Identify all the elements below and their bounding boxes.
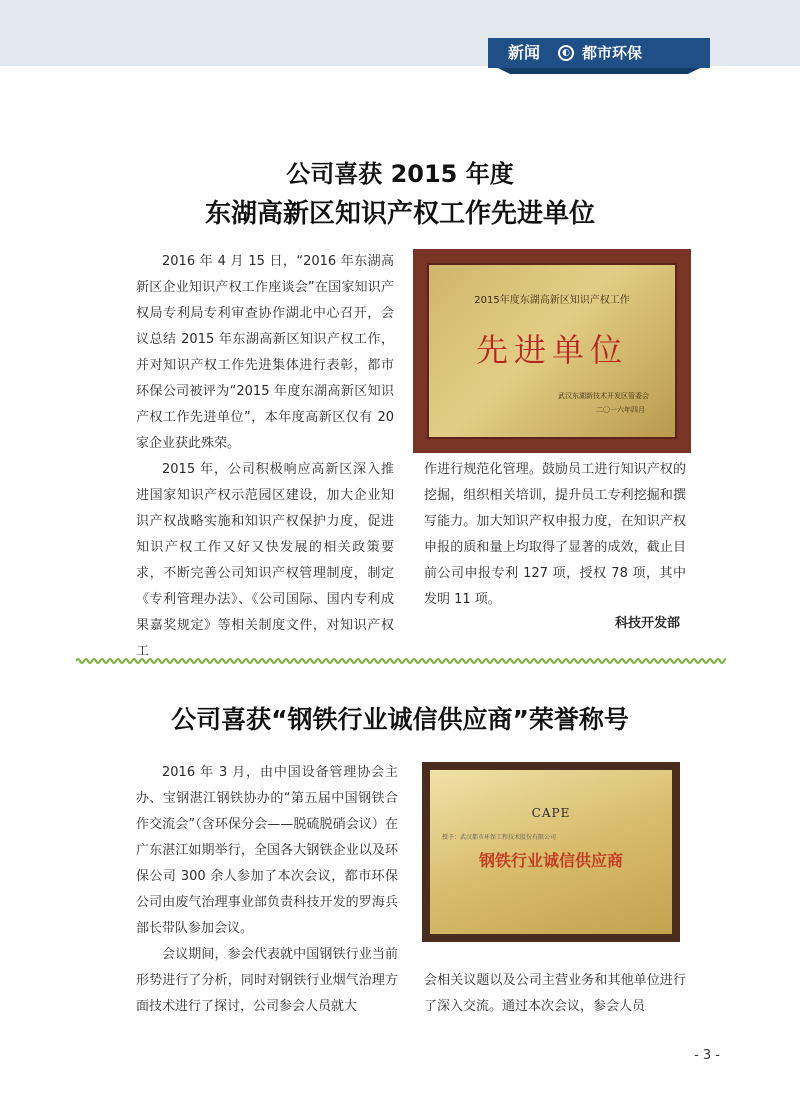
article1-paragraph-3: 作进行规范化管理。鼓励员工进行知识产权的挖掘，组织相关培训，提升员工专利挖掘和撰写能力。加大知识产权申报力度，在知识产权申报的质和量上均取得了显著的成效，截止目前公司申报专利 127 项，授权 78 项，其中发明 11 项。 — [424, 462, 686, 607]
plaque-award-text: 钢铁行业诚信供应商 — [478, 851, 623, 870]
wave-divider — [76, 656, 726, 666]
article1-paragraph-1: 2016 年 4 月 15 日，“2016 年东湖高新区企业知识产权工作座谈会”在国家知识产权局专利局专利审查协作湖北中心召开，会议总结 2015 年东湖高新区知识产权工作，并对知识产权工作先进集体进行表彰，都市环保公司被评为“2015 年度东湖高新区知识产权工作先进单位”，本年度高新区仅有 20 家企业获此殊荣。 — [136, 254, 394, 451]
magazine-name: 都市环保 — [582, 44, 643, 62]
article2-paragraph-1: 2016 年 3 月，由中国设备管理协会主办、宝钢湛江钢铁协办的“第五届中国钢铁合作交流会”（含环保分会——脱硫脱硝会议）在广东湛江如期举行，全国各大钢铁企业以及环保公司 300 余人参加了本次会议，都市环保公司由废气治理事业部负责科技开发的罗海兵部长带队参加会议。 — [136, 765, 398, 936]
plaque-date: 二〇一六年四月 — [596, 406, 645, 414]
plaque-issuer: 授予：武汉都市环保工程技术股份有限公司 — [442, 834, 557, 841]
award-plaque-photo-2 — [422, 762, 680, 942]
article1-title-line1: 公司喜获 2015 年度 — [286, 160, 514, 188]
article1-paragraph-2: 2015 年，公司积极响应高新区深入推进国家知识产权示范园区建设，加大企业知识产权战略实施和知识产权保护力度，促进知识产权工作又好又快发展的相关政策要求，不断完善公司知识产权管理制度，制定《专利管理办法》、《公司国际、国内专利成果嘉奖规定》等相关制度文件，对知识产权工 — [136, 462, 394, 659]
article2-title: 公司喜获“钢铁行业诚信供应商”荣誉称号 — [171, 705, 629, 734]
magazine-logo-icon: ◐ — [558, 45, 574, 61]
plaque-caption: 2015年度东湖高新区知识产权工作 — [474, 295, 630, 306]
plaque-issuer: 武汉东湖新技术开发区管委会 — [558, 392, 649, 400]
page-number: - 3 - — [694, 1048, 720, 1063]
plaque-award-text: 先进单位 — [475, 331, 628, 369]
department-signature: 科技开发部 — [614, 616, 680, 631]
article1-title-line2: 东湖高新区知识产权工作先进单位 — [204, 199, 595, 229]
section-tab — [488, 38, 710, 68]
plaque-brand: CAPE — [531, 806, 571, 820]
award-plaque-photo-1 — [413, 249, 691, 453]
article2-paragraph-3: 会相关议题以及公司主营业务和其他单位进行了深入交流。通过本次会议，参会人员 — [424, 973, 686, 1014]
article2-paragraph-2: 会议期间，参会代表就中国钢铁行业当前形势进行了分析，同时对钢铁行业烟气治理方面技术进行了探讨，公司参会人员就大 — [136, 947, 398, 1014]
section-label: 新闻 — [508, 43, 541, 62]
